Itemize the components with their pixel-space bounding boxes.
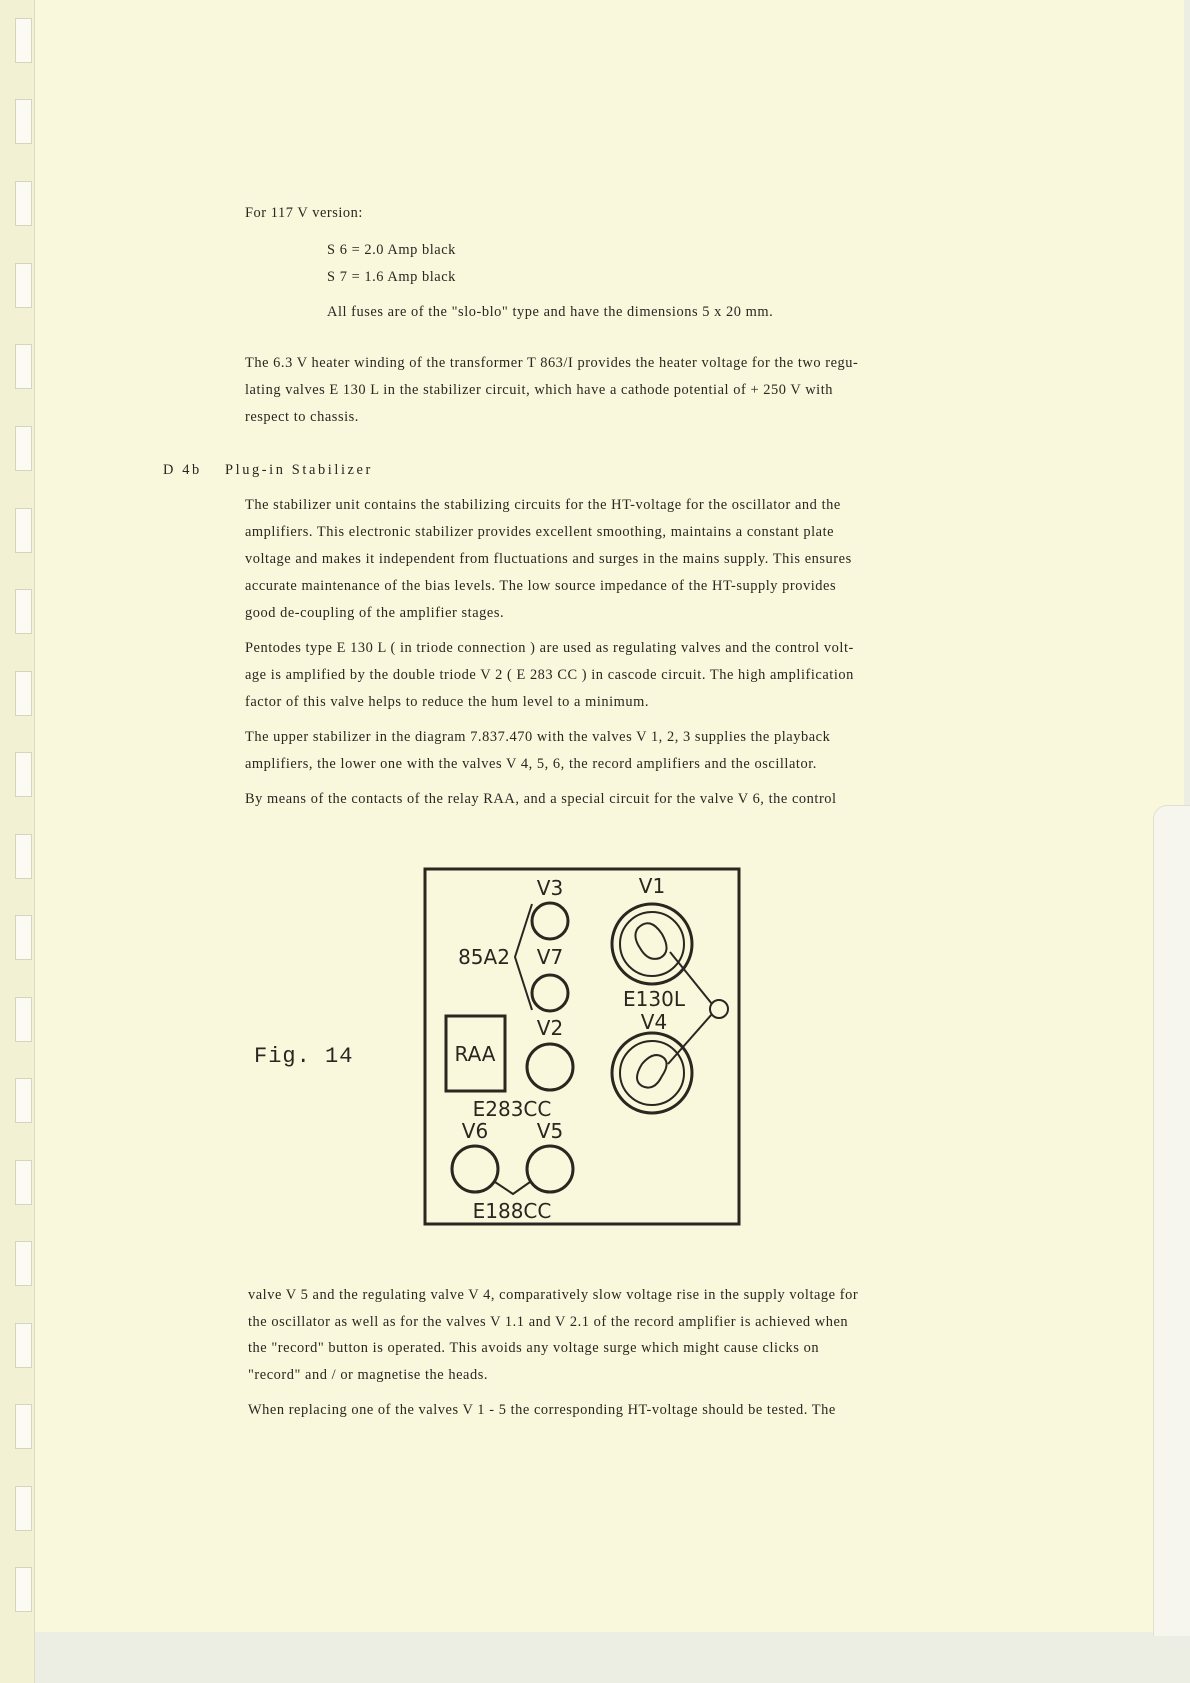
binding-hole xyxy=(15,915,32,960)
fuse-s7-line: S 7 = 1.6 Amp black xyxy=(327,269,456,285)
binding-hole xyxy=(15,834,32,879)
v4-cathode-teardrop xyxy=(637,1055,667,1088)
body-text-line: valve V 5 and the regulating valve V 4, comparatively slow voltage rise in the supply voltage for xyxy=(248,1287,859,1303)
binding-hole xyxy=(15,426,32,471)
body-text-line: the "record" button is operated. This avoids any voltage surge which might cause clicks on xyxy=(248,1340,820,1356)
label-raa: RAA xyxy=(454,1042,496,1066)
label-v4: V4 xyxy=(640,1010,668,1034)
body-text-line: "record" and / or magnetise the heads. xyxy=(248,1367,489,1383)
label-v2: V2 xyxy=(536,1016,564,1040)
body-text-line: When replacing one of the valves V 1 - 5 the corresponding HT-voltage should be tested. The xyxy=(248,1402,836,1418)
binding-hole xyxy=(15,18,32,63)
label-e188cc: E188CC xyxy=(472,1199,552,1223)
binding-hole xyxy=(15,1404,32,1449)
label-e283cc: E283CC xyxy=(472,1097,552,1121)
fuse-note: All fuses are of the "slo-blo" type and have the dimensions 5 x 20 mm. xyxy=(327,304,774,320)
body-text-line: Pentodes type E 130 L ( in triode connection ) are used as regulating valves and the control volt- xyxy=(245,640,854,656)
body-text-line: The 6.3 V heater winding of the transformer T 863/I provides the heater voltage for the two regu- xyxy=(245,355,859,371)
page-sheet xyxy=(34,0,1184,1632)
valve-v3-socket xyxy=(532,903,568,939)
body-text-line: accurate maintenance of the bias levels. The low source impedance of the HT-supply provides xyxy=(245,578,837,594)
label-v7: V7 xyxy=(536,945,564,969)
85a2-bracket xyxy=(515,904,532,1010)
label-v3: V3 xyxy=(536,876,564,900)
body-text-line: good de-coupling of the amplifier stages. xyxy=(245,605,505,621)
valve-v4-socket xyxy=(612,1033,692,1113)
e188cc-connector xyxy=(495,1182,530,1194)
binding-hole xyxy=(15,752,32,797)
binding-hole xyxy=(15,671,32,716)
valve-v7-socket xyxy=(532,975,568,1011)
binding-hole xyxy=(15,1160,32,1205)
binding-hole xyxy=(15,1078,32,1123)
figure-label: Fig. 14 xyxy=(254,1044,354,1069)
label-e130l: E130L xyxy=(623,987,685,1011)
binding-hole xyxy=(15,181,32,226)
binding-hole xyxy=(15,344,32,389)
valve-v6-socket xyxy=(452,1146,498,1192)
page-edge-tab xyxy=(1153,805,1190,1636)
body-text-line: lating valves E 130 L in the stabilizer circuit, which have a cathode potential of + 250 V with xyxy=(245,382,834,398)
common-connection-point xyxy=(710,1000,728,1018)
label-v6: V6 xyxy=(461,1119,489,1143)
label-v5: V5 xyxy=(536,1119,564,1143)
binding-hole xyxy=(15,589,32,634)
body-text-line: The upper stabilizer in the diagram 7.837.470 with the valves V 1, 2, 3 supplies the playback xyxy=(245,729,831,745)
valve-v5-socket xyxy=(527,1146,573,1192)
section-title: Plug-in Stabilizer xyxy=(225,462,373,478)
label-v1: V1 xyxy=(638,874,666,898)
body-text-line: the oscillator as well as for the valves V 1.1 and V 2.1 of the record amplifier is achieved when xyxy=(248,1314,849,1330)
body-text-line: amplifiers. This electronic stabilizer provides excellent smoothing, maintains a constant plate xyxy=(245,524,835,540)
binding-strip xyxy=(0,0,35,1683)
body-text-line: The stabilizer unit contains the stabilizing circuits for the HT-voltage for the oscillator and the xyxy=(245,497,841,513)
body-text-line: age is amplified by the double triode V 2 ( E 283 CC ) in cascode circuit. The high amplification xyxy=(245,667,854,683)
version-heading: For 117 V version: xyxy=(245,205,363,221)
body-text-line: amplifiers, the lower one with the valves V 4, 5, 6, the record amplifiers and the oscillator. xyxy=(245,756,817,772)
binding-hole xyxy=(15,99,32,144)
binding-hole xyxy=(15,1323,32,1368)
binding-hole xyxy=(15,997,32,1042)
label-85a2: 85A2 xyxy=(458,945,510,969)
valve-v1-socket xyxy=(612,904,692,984)
binding-hole xyxy=(15,508,32,553)
binding-hole xyxy=(15,1567,32,1612)
body-text-line: By means of the contacts of the relay RAA, and a special circuit for the valve V 6, the control xyxy=(245,791,837,807)
binding-hole xyxy=(15,1241,32,1286)
stabilizer-layout-diagram xyxy=(420,864,744,1228)
v1-cathode-teardrop xyxy=(635,923,666,959)
binding-hole xyxy=(15,1486,32,1531)
fuse-s6-line: S 6 = 2.0 Amp black xyxy=(327,242,456,258)
body-text-line: factor of this valve helps to reduce the hum level to a minimum. xyxy=(245,694,650,710)
valve-v2-socket xyxy=(527,1044,573,1090)
section-number: D 4b xyxy=(163,462,202,478)
binding-hole xyxy=(15,263,32,308)
body-text-line: voltage and makes it independent from fluctuations and surges in the mains supply. This ensures xyxy=(245,551,852,567)
body-text-line: respect to chassis. xyxy=(245,409,359,425)
